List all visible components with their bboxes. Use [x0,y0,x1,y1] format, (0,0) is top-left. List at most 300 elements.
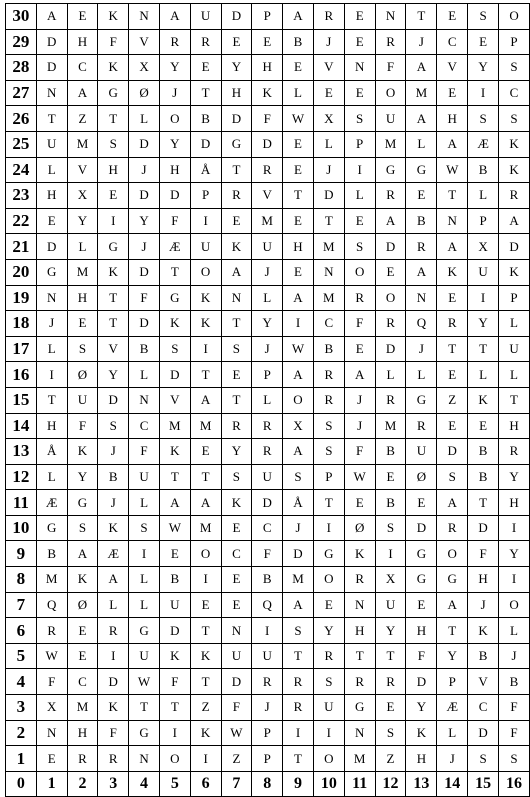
letter-cell: Ø [344,515,375,541]
letter-cell: L [406,131,437,157]
grid-row [6,541,530,567]
letter-cell: V [252,183,283,209]
letter-cell: A [406,106,437,132]
letter-cell: D [159,362,190,388]
letter-cell: T [190,464,221,490]
letter-cell: S [468,106,499,132]
letter-cell: L [313,131,344,157]
column-number-label: 3 [98,771,129,797]
letter-cell: L [499,618,530,644]
letter-cell: F [36,669,67,695]
letter-cell: R [252,157,283,183]
letter-cell: M [252,208,283,234]
grid-row [6,387,530,413]
letter-cell: K [499,259,530,285]
letter-cell: M [313,234,344,260]
letter-cell: U [375,106,406,132]
letter-cell: T [468,490,499,516]
letter-cell: P [499,285,530,311]
letter-cell: F [344,439,375,465]
letter-cell: Æ [159,234,190,260]
letter-cell: T [375,643,406,669]
letter-cell: A [67,80,98,106]
letter-cell: E [468,29,499,55]
letter-cell: P [252,362,283,388]
letter-cell: K [98,55,129,81]
letter-cell: D [252,131,283,157]
row-number-label: 24 [6,157,37,183]
letter-cell: A [283,4,314,30]
letter-cell: R [313,4,344,30]
letter-cell: I [468,80,499,106]
letter-cell: M [406,80,437,106]
letter-cell: O [437,541,468,567]
letter-cell: K [67,439,98,465]
letter-cell: G [36,515,67,541]
grid-row [6,695,530,721]
letter-cell: N [344,592,375,618]
letter-cell: U [499,336,530,362]
letter-cell: Y [468,311,499,337]
letter-cell: E [190,439,221,465]
letter-cell: R [499,183,530,209]
row-number-label: 25 [6,131,37,157]
letter-cell: Y [499,464,530,490]
letter-cell: H [36,413,67,439]
letter-cell: R [437,311,468,337]
letter-cell: E [437,362,468,388]
letter-cell: F [98,720,129,746]
letter-cell: Q [252,592,283,618]
letter-cell: Å [36,439,67,465]
row-number-label: 11 [6,490,37,516]
letter-cell: R [375,387,406,413]
letter-cell: B [313,336,344,362]
letter-cell: A [437,490,468,516]
letter-cell: V [159,387,190,413]
letter-cell: F [406,643,437,669]
letter-cell: J [437,746,468,772]
letter-cell: B [36,541,67,567]
letter-cell: S [283,618,314,644]
letter-cell: R [375,669,406,695]
letter-cell: J [98,490,129,516]
letter-grid-body [6,4,530,797]
letter-cell: K [499,157,530,183]
letter-cell: Å [190,157,221,183]
letter-cell: N [129,746,160,772]
letter-cell: J [499,643,530,669]
grid-row [6,208,530,234]
letter-cell: Y [313,618,344,644]
letter-cell: J [344,413,375,439]
letter-cell: L [36,464,67,490]
letter-cell: F [159,208,190,234]
letter-cell: P [313,464,344,490]
grid-row [6,362,530,388]
letter-cell: H [499,490,530,516]
letter-cell: C [67,55,98,81]
letter-cell: H [67,285,98,311]
letter-cell: H [499,413,530,439]
grid-row [6,106,530,132]
letter-cell: N [221,618,252,644]
letter-cell: V [98,336,129,362]
letter-cell: T [499,387,530,413]
letter-cell: D [283,541,314,567]
letter-cell: Y [252,311,283,337]
letter-cell: A [98,567,129,593]
row-number-label: 21 [6,234,37,260]
letter-cell: F [67,413,98,439]
letter-cell: D [129,311,160,337]
letter-cell: G [406,387,437,413]
letter-cell: Y [221,439,252,465]
letter-cell: X [67,183,98,209]
letter-cell: R [344,567,375,593]
letter-cell: K [190,311,221,337]
letter-cell: O [190,541,221,567]
letter-cell: P [468,208,499,234]
letter-cell: A [437,131,468,157]
letter-cell: U [67,387,98,413]
row-number-label: 3 [6,695,37,721]
letter-cell: C [67,669,98,695]
row-number-label: 1 [6,746,37,772]
letter-cell: R [159,29,190,55]
letter-cell: T [283,643,314,669]
letter-cell: H [36,183,67,209]
column-number-label: 1 [36,771,67,797]
letter-cell: O [499,592,530,618]
letter-cell: E [221,29,252,55]
row-number-label: 9 [6,541,37,567]
letter-cell: H [221,80,252,106]
letter-cell: B [468,157,499,183]
letter-cell: U [159,592,190,618]
letter-cell: G [129,618,160,644]
letter-cell: D [190,131,221,157]
letter-cell: S [499,55,530,81]
letter-grid [5,3,530,797]
letter-cell: D [313,183,344,209]
letter-cell: U [221,643,252,669]
letter-cell: D [406,669,437,695]
row-number-label: 7 [6,592,37,618]
row-number-label: 20 [6,259,37,285]
letter-cell: Ø [67,362,98,388]
letter-cell: Æ [98,541,129,567]
letter-cell: T [437,336,468,362]
letter-cell: N [375,4,406,30]
column-number-label: 4 [129,771,160,797]
letter-cell: R [344,669,375,695]
letter-cell: J [313,157,344,183]
letter-cell: J [252,336,283,362]
row-number-label: 15 [6,387,37,413]
letter-cell: X [313,106,344,132]
letter-cell: E [283,208,314,234]
letter-cell: A [36,4,67,30]
letter-cell: K [98,695,129,721]
letter-cell: V [67,157,98,183]
letter-cell: H [98,157,129,183]
letter-cell: S [313,413,344,439]
grid-row [6,131,530,157]
letter-cell: I [129,541,160,567]
letter-cell: F [129,439,160,465]
letter-cell: D [159,618,190,644]
letter-cell: T [468,336,499,362]
letter-cell: Z [375,746,406,772]
letter-cell: A [221,259,252,285]
row-number-label: 18 [6,311,37,337]
letter-cell: D [437,439,468,465]
letter-cell: J [252,259,283,285]
letter-cell: I [252,618,283,644]
letter-cell: M [190,515,221,541]
letter-cell: D [252,490,283,516]
grid-row [6,29,530,55]
letter-cell: U [36,131,67,157]
letter-cell: E [221,567,252,593]
letter-cell: C [313,311,344,337]
letter-cell: E [67,643,98,669]
letter-cell: E [67,618,98,644]
letter-cell: R [313,387,344,413]
letter-cell: K [468,387,499,413]
grid-row [6,464,530,490]
letter-cell: D [129,259,160,285]
letter-cell: D [468,515,499,541]
letter-cell: J [344,387,375,413]
letter-cell: K [344,541,375,567]
letter-cell: R [375,29,406,55]
column-number-label: 14 [437,771,468,797]
column-number-label: 0 [6,771,37,797]
letter-cell: S [468,4,499,30]
letter-cell: J [283,515,314,541]
letter-cell: F [468,541,499,567]
letter-cell: Y [67,464,98,490]
letter-cell: L [252,285,283,311]
letter-cell: T [190,618,221,644]
letter-cell: M [36,567,67,593]
row-number-label: 12 [6,464,37,490]
row-number-label: 13 [6,439,37,465]
letter-cell: L [129,592,160,618]
letter-cell: R [406,234,437,260]
letter-cell: A [437,592,468,618]
letter-cell: O [499,4,530,30]
letter-cell: K [221,234,252,260]
letter-cell: F [375,55,406,81]
letter-cell: S [67,515,98,541]
row-number-label: 16 [6,362,37,388]
letter-cell: H [67,720,98,746]
letter-cell: E [437,285,468,311]
letter-cell: S [98,131,129,157]
row-number-label: 4 [6,669,37,695]
letter-cell: J [252,695,283,721]
grid-row [6,567,530,593]
letter-cell: E [67,311,98,337]
letter-cell: H [252,55,283,81]
letter-cell: R [98,618,129,644]
letter-cell: M [283,567,314,593]
letter-cell: Ø [129,80,160,106]
letter-cell: K [406,720,437,746]
letter-cell: T [98,285,129,311]
row-number-label: 14 [6,413,37,439]
letter-cell: S [313,669,344,695]
letter-cell: E [221,515,252,541]
letter-cell: D [36,29,67,55]
letter-cell: T [98,106,129,132]
letter-cell: C [437,29,468,55]
letter-cell: G [406,541,437,567]
letter-cell: C [129,413,160,439]
letter-cell: N [129,4,160,30]
row-number-label: 27 [6,80,37,106]
letter-cell: S [159,336,190,362]
letter-cell: U [313,695,344,721]
letter-cell: G [406,157,437,183]
letter-cell: A [67,541,98,567]
letter-cell: R [67,746,98,772]
letter-cell: P [190,183,221,209]
letter-cell: P [344,131,375,157]
letter-cell: M [375,413,406,439]
letter-cell: L [129,490,160,516]
letter-cell: O [159,106,190,132]
row-number-label: 8 [6,567,37,593]
letter-cell: J [406,336,437,362]
letter-cell: Z [221,746,252,772]
letter-cell: E [375,259,406,285]
letter-cell: N [221,285,252,311]
letter-cell: M [344,746,375,772]
row-number-label: 23 [6,183,37,209]
letter-cell: E [283,55,314,81]
letter-cell: I [190,336,221,362]
letter-cell: R [252,669,283,695]
letter-cell: D [98,387,129,413]
letter-cell: T [221,157,252,183]
letter-cell: T [190,669,221,695]
letter-cell: A [190,490,221,516]
letter-cell: Ø [406,464,437,490]
letter-cell: S [129,515,160,541]
grid-row [6,336,530,362]
letter-cell: L [98,592,129,618]
letter-cell: E [190,55,221,81]
letter-cell: A [159,490,190,516]
letter-cell: E [313,592,344,618]
letter-cell: M [67,259,98,285]
letter-cell: R [375,183,406,209]
column-number-label: 5 [159,771,190,797]
letter-cell: F [252,106,283,132]
letter-cell: R [283,669,314,695]
column-number-row [6,771,530,797]
letter-cell: I [159,720,190,746]
letter-cell: V [129,29,160,55]
letter-cell: A [375,208,406,234]
letter-cell: V [313,55,344,81]
letter-cell: O [375,285,406,311]
letter-cell: R [252,439,283,465]
letter-cell: D [499,234,530,260]
letter-cell: A [406,55,437,81]
letter-cell: N [36,720,67,746]
letter-cell: B [468,464,499,490]
letter-cell: Y [129,208,160,234]
letter-cell: C [221,541,252,567]
letter-cell: E [67,4,98,30]
letter-cell: G [221,131,252,157]
letter-cell: P [252,746,283,772]
letter-cell: L [499,311,530,337]
letter-cell: T [283,746,314,772]
letter-cell: I [98,208,129,234]
letter-cell: Y [67,208,98,234]
row-number-label: 10 [6,515,37,541]
letter-cell: S [499,106,530,132]
letter-cell: I [283,311,314,337]
letter-cell: A [190,387,221,413]
grid-row [6,285,530,311]
letter-cell: J [98,439,129,465]
letter-cell: D [221,669,252,695]
letter-cell: F [499,695,530,721]
letter-cell: T [190,362,221,388]
letter-cell: L [344,183,375,209]
letter-cell: R [283,695,314,721]
letter-cell: E [437,413,468,439]
letter-cell: A [283,592,314,618]
letter-cell: O [283,387,314,413]
letter-cell: J [129,234,160,260]
letter-cell: Q [36,592,67,618]
letter-cell: W [159,515,190,541]
column-number-label: 13 [406,771,437,797]
letter-cell: L [36,336,67,362]
letter-cell: D [36,55,67,81]
column-number-label: 8 [252,771,283,797]
letter-cell: H [159,157,190,183]
letter-cell: O [159,746,190,772]
letter-cell: M [67,695,98,721]
letter-cell: Y [375,618,406,644]
letter-cell: D [375,336,406,362]
column-number-label: 9 [283,771,314,797]
letter-cell: E [313,80,344,106]
letter-cell: E [406,183,437,209]
letter-cell: N [36,285,67,311]
letter-cell: B [468,439,499,465]
column-number-label: 11 [344,771,375,797]
letter-cell: B [129,336,160,362]
letter-cell: T [437,183,468,209]
letter-cell: Z [67,106,98,132]
letter-cell: H [283,234,314,260]
letter-cell: T [159,695,190,721]
letter-cell: U [252,234,283,260]
letter-cell: K [221,490,252,516]
letter-cell: Æ [468,131,499,157]
letter-cell: B [159,567,190,593]
